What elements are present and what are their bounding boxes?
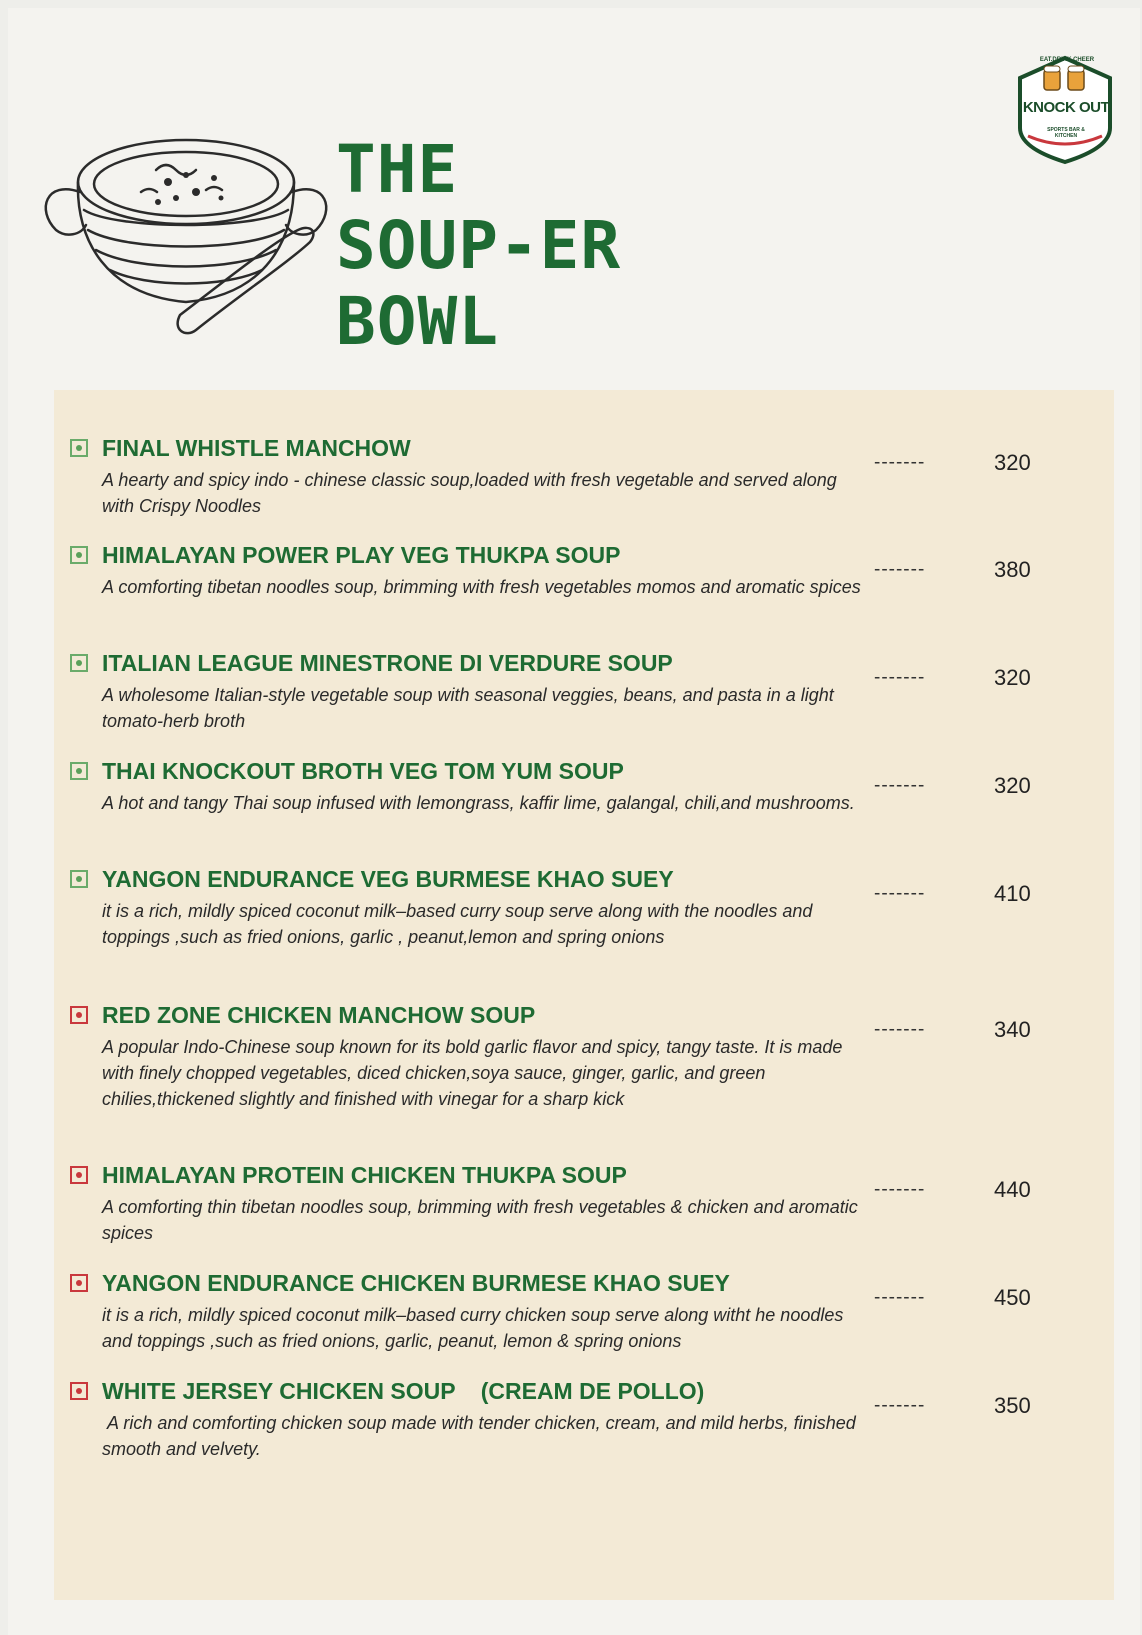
item-name: ITALIAN LEAGUE MINESTRONE DI VERDURE SOUP — [102, 650, 673, 676]
soup-bowl-illustration — [36, 120, 356, 360]
item-name: THAI KNOCKOUT BROTH VEG TOM YUM SOUP — [102, 758, 624, 784]
logo-name: KNOCK OUT — [1022, 99, 1110, 116]
price-leader: ------- — [874, 452, 926, 473]
item-price: 320 — [994, 773, 1031, 798]
nonveg-mark-icon — [70, 1382, 88, 1400]
logo-subtitle: SPORTS BAR & KITCHEN — [1047, 127, 1085, 139]
item-name: HIMALAYAN POWER PLAY VEG THUKPA SOUP — [102, 542, 621, 568]
veg-mark-icon — [70, 439, 88, 457]
item-name: HIMALAYAN PROTEIN CHICKEN THUKPA SOUP — [102, 1162, 627, 1188]
item-price: 340 — [994, 1017, 1031, 1042]
menu-panel — [54, 390, 1114, 1600]
item-name: WHITE JERSEY CHICKEN SOUP (CREAM DE POLLO) — [102, 1378, 705, 1404]
price-leader: ------- — [874, 667, 926, 688]
veg-mark-icon — [70, 762, 88, 780]
item-name: YANGON ENDURANCE CHICKEN BURMESE KHAO SUEY — [102, 1270, 730, 1296]
title-line-3: BOWL — [336, 283, 499, 360]
item-description: it is a rich, mildly spiced coconut milk–based curry chicken soup serve along witht he noodles and toppings ,such as fried onions, garlic, peanut, lemon & spring onions — [102, 1305, 844, 1351]
item-description: it is a rich, mildly spiced coconut milk–based curry soup serve along with the noodles and toppings ,such as fried onions, garlic , peanut,lemon and spring onions — [102, 901, 813, 947]
item-price: 440 — [994, 1177, 1031, 1202]
item-price: 380 — [994, 557, 1031, 582]
item-description: A hot and tangy Thai soup infused with lemongrass, kaffir lime, galangal, chili,and mushrooms. — [102, 793, 855, 813]
item-description: A rich and comforting chicken soup made with tender chicken, cream, and mild herbs, finished smooth and velvety. — [102, 1413, 861, 1459]
item-name: YANGON ENDURANCE VEG BURMESE KHAO SUEY — [102, 866, 674, 892]
item-price: 450 — [994, 1285, 1031, 1310]
nonveg-mark-icon — [70, 1006, 88, 1024]
item-description: A hearty and spicy indo - chinese classic soup,loaded with fresh vegetable and served along with Crispy Noodles — [102, 470, 837, 516]
price-leader: ------- — [874, 1287, 926, 1308]
price-leader: ------- — [874, 1019, 926, 1040]
veg-mark-icon — [70, 546, 88, 564]
item-description: A wholesome Italian-style vegetable soup with seasonal veggies, beans, and pasta in a light tomato-herb broth — [102, 685, 834, 731]
item-name: RED ZONE CHICKEN MANCHOW SOUP — [102, 1002, 536, 1028]
item-price: 320 — [994, 665, 1031, 690]
veg-mark-icon — [70, 654, 88, 672]
item-price: 410 — [994, 881, 1031, 906]
item-price: 320 — [994, 450, 1031, 475]
item-description: A popular Indo-Chinese soup known for its bold garlic flavor and spicy, tangy taste. It is made with finely chopped vegetables, diced chicken,soya sauce, ginger, garlic, and green chilies,thickened slightly and finished with vinegar for a sharp kick — [102, 1037, 843, 1109]
nonveg-mark-icon — [70, 1166, 88, 1184]
item-name: FINAL WHISTLE MANCHOW — [102, 435, 411, 461]
item-price: 350 — [994, 1393, 1031, 1418]
page-title — [336, 132, 621, 360]
price-leader: ------- — [874, 883, 926, 904]
price-leader: ------- — [874, 559, 926, 580]
item-description: A comforting tibetan noodles soup, brimming with fresh vegetables momos and aromatic spices — [102, 577, 861, 597]
price-leader: ------- — [874, 775, 926, 796]
logo-tagline: EAT.DRINK.CHEER — [1039, 57, 1095, 63]
nonveg-mark-icon — [70, 1274, 88, 1292]
title-line-2: SOUP-ER — [336, 207, 622, 284]
veg-mark-icon — [70, 870, 88, 888]
title-line-1: THE — [336, 131, 459, 208]
price-leader: ------- — [874, 1395, 926, 1416]
item-description: A comforting thin tibetan noodles soup, brimming with fresh vegetables & chicken and aromatic spices — [102, 1197, 858, 1243]
price-leader: ------- — [874, 1179, 926, 1200]
